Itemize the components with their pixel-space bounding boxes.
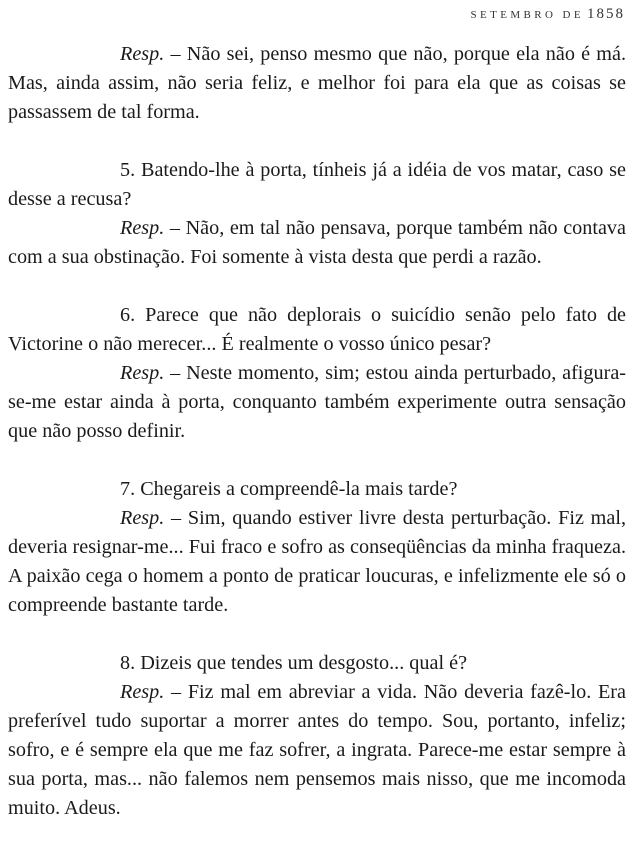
answer-paragraph: [8, 359, 626, 446]
question-paragraph: 6. Parece que não deplorais o suicídio senão pelo fato de Victorine o não merecer... É realmente o vosso único pesar?: [8, 304, 626, 355]
resp-label: Resp.: [120, 681, 165, 703]
answer-paragraph: [8, 678, 626, 823]
answer-text: – Não, em tal não pensava, porque também não contava com a sua obstinação. Foi somente à vista desta que perdi a razão.: [8, 217, 626, 268]
answer-paragraph: [8, 504, 626, 620]
running-header: [471, 6, 626, 23]
paragraph-gap: [8, 446, 626, 475]
question-paragraph: 7. Chegareis a compreendê-la mais tarde?: [120, 478, 458, 500]
question-paragraph: 5. Batendo-lhe à porta, tínheis já a idéia de vos matar, caso se desse a recusa?: [8, 159, 626, 210]
resp-label: Resp.: [120, 43, 165, 65]
answer-text: – Fiz mal em abreviar a vida. Não deveria fazê-lo. Era preferível tudo suportar a morrer antes do tempo. Sou, portanto, infeliz; sofro, e é sempre ela que me faz sofrer, a ingrata. Parece-me estar sempre à sua porta, mas... não falemos nem pensemos mais nisso, que me incomoda muito. Adeus.: [8, 681, 626, 819]
resp-label: Resp.: [120, 507, 165, 529]
paragraph-gap: [8, 620, 626, 649]
header-year: 1858: [587, 6, 625, 22]
answer-text: – Não sei, penso mesmo que não, porque ela não é má. Mas, ainda assim, não seria feliz, e melhor foi para ela que as coisas se passassem de tal forma.: [8, 43, 626, 123]
answer-text: – Neste momento, sim; estou ainda perturbado, afigura-se-me estar ainda à porta, conquanto também experimente outra sensação que não posso definir.: [8, 362, 626, 442]
paragraph-gap: [8, 127, 626, 156]
resp-label: Resp.: [120, 217, 165, 239]
answer-text: – Sim, quando estiver livre desta perturbação. Fiz mal, deveria resignar-me... Fui fraco e sofro as conseqüências da minha fraqueza. A paixão cega o homem a ponto de praticar loucuras, e infelizmente ele só o compreende bastante tarde.: [8, 507, 626, 616]
resp-label: Resp.: [120, 362, 165, 384]
answer-paragraph: [8, 214, 626, 272]
answer-paragraph: [8, 40, 626, 127]
header-month: SETEMBRO DE: [470, 9, 584, 21]
question-paragraph: 8. Dizeis que tendes um desgosto... qual é?: [120, 652, 468, 674]
paragraph-gap: [8, 272, 626, 301]
page-body: [8, 40, 626, 823]
